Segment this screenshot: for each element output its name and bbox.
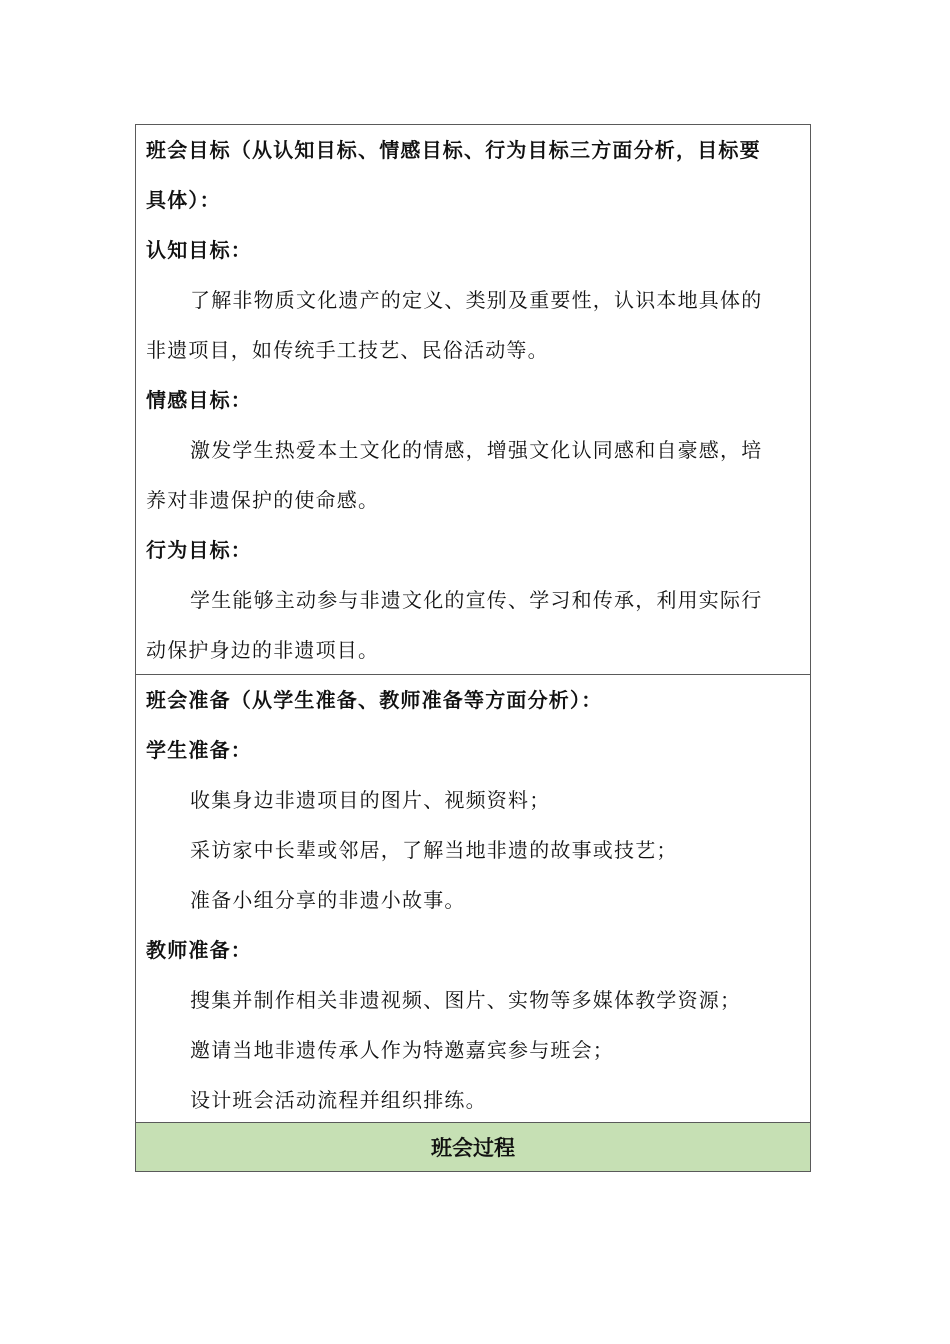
emotional-goal-text-cont: 养对非遗保护的使命感。 xyxy=(146,488,380,512)
teacher-prep-title: 教师准备： xyxy=(146,938,252,962)
process-heading: 班会过程 xyxy=(431,1136,515,1160)
goals-section xyxy=(136,125,810,675)
student-prep-item: 采访家中长辈或邻居，了解当地非遗的故事或技艺； xyxy=(190,838,678,862)
cognitive-goal-text-cont: 非遗项目，如传统手工技艺、民俗活动等。 xyxy=(146,338,549,362)
class-meeting-table xyxy=(135,124,811,1172)
emotional-goal-text: 激发学生热爱本土文化的情感，增强文化认同感和自豪感，培 xyxy=(190,438,763,462)
cognitive-goal-text: 了解非物质文化遗产的定义、类别及重要性，认识本地具体的 xyxy=(190,288,763,312)
process-header xyxy=(136,1123,810,1171)
behavioral-goal-title: 行为目标： xyxy=(146,538,252,562)
emotional-goal-title: 情感目标： xyxy=(146,388,252,412)
behavioral-goal-text-cont: 动保护身边的非遗项目。 xyxy=(146,638,380,662)
teacher-prep-item: 搜集并制作相关非遗视频、图片、实物等多媒体教学资源； xyxy=(190,988,742,1012)
behavioral-goal-text: 学生能够主动参与非遗文化的宣传、学习和传承，利用实际行 xyxy=(190,588,763,612)
student-prep-item: 收集身边非遗项目的图片、视频资料； xyxy=(190,788,551,812)
goals-heading-cont: 具体）： xyxy=(146,188,221,212)
cognitive-goal-title: 认知目标： xyxy=(146,238,252,262)
student-prep-item: 准备小组分享的非遗小故事。 xyxy=(190,888,466,912)
teacher-prep-item: 设计班会活动流程并组织排练。 xyxy=(190,1088,487,1112)
student-prep-title: 学生准备： xyxy=(146,738,252,762)
preparation-heading: 班会准备（从学生准备、教师准备等方面分析）： xyxy=(146,688,603,712)
teacher-prep-item: 邀请当地非遗传承人作为特邀嘉宾参与班会； xyxy=(190,1038,614,1062)
preparation-section xyxy=(136,675,810,1123)
goals-heading: 班会目标（从认知目标、情感目标、行为目标三方面分析，目标要 xyxy=(146,138,761,162)
